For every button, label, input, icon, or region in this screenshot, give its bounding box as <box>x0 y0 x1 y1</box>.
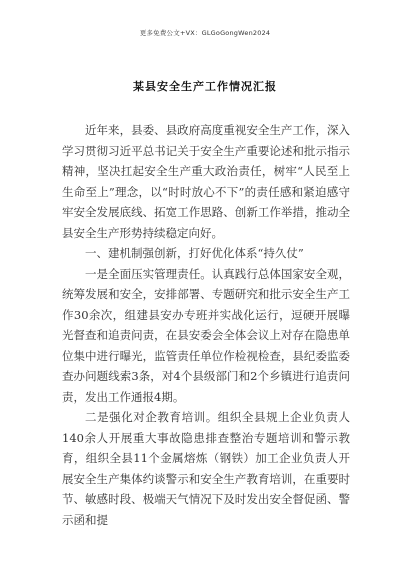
paragraph-intro: 近年来，县委、县政府高度重视安全生产工作，深入学习贯彻习近平总书记关于安全生产重要论述和批示指示精神，坚决扛起安全生产重大政治责任，树牢“人民至上生命至上”理念，以“时时放心不下”的责任感和紧迫感守牢安全发展底线、拓宽工作思路、创新工作举措，推动全县安全生产形势持续稳定向好。 <box>62 123 350 240</box>
section-heading: 一、建机制强创新，打好优化体系“持久仗” <box>85 246 304 260</box>
header-note: 更多免费公文+VX：GLGoGongWen2024 <box>139 29 271 37</box>
paragraph-training: 二是强化对企教育培训。组织全县规上企业负责人140余人开展重大事故隐患排查整治专题培训和警示教育，组织全县11个金属熔炼（钢铁）加工企业负责人开展安全生产集体约谈警示和安全生产教育培训，在重要时节、敏感时段、极端天气情况下及时发出安全督促函、警示函和提 <box>62 410 350 527</box>
paragraph-responsibility: 一是全面压实管理责任。认真践行总体国家安全观，统筹发展和安全，安排部署、专题研究和批示安全生产工作30余次，组建县安办专班并实战化运行，逗硬开展曝光督查和追责问责，在县安委会全体会议上对存在隐患单位集中进行曝光，监管责任单位作检视检查，县纪委监委查办问题线索3条，对4个县级部门和2个乡镇进行追责问责，发出工作通报4期。 <box>62 266 350 404</box>
document-title: 某县安全生产工作情况汇报 <box>133 80 277 93</box>
document-body <box>62 120 350 530</box>
